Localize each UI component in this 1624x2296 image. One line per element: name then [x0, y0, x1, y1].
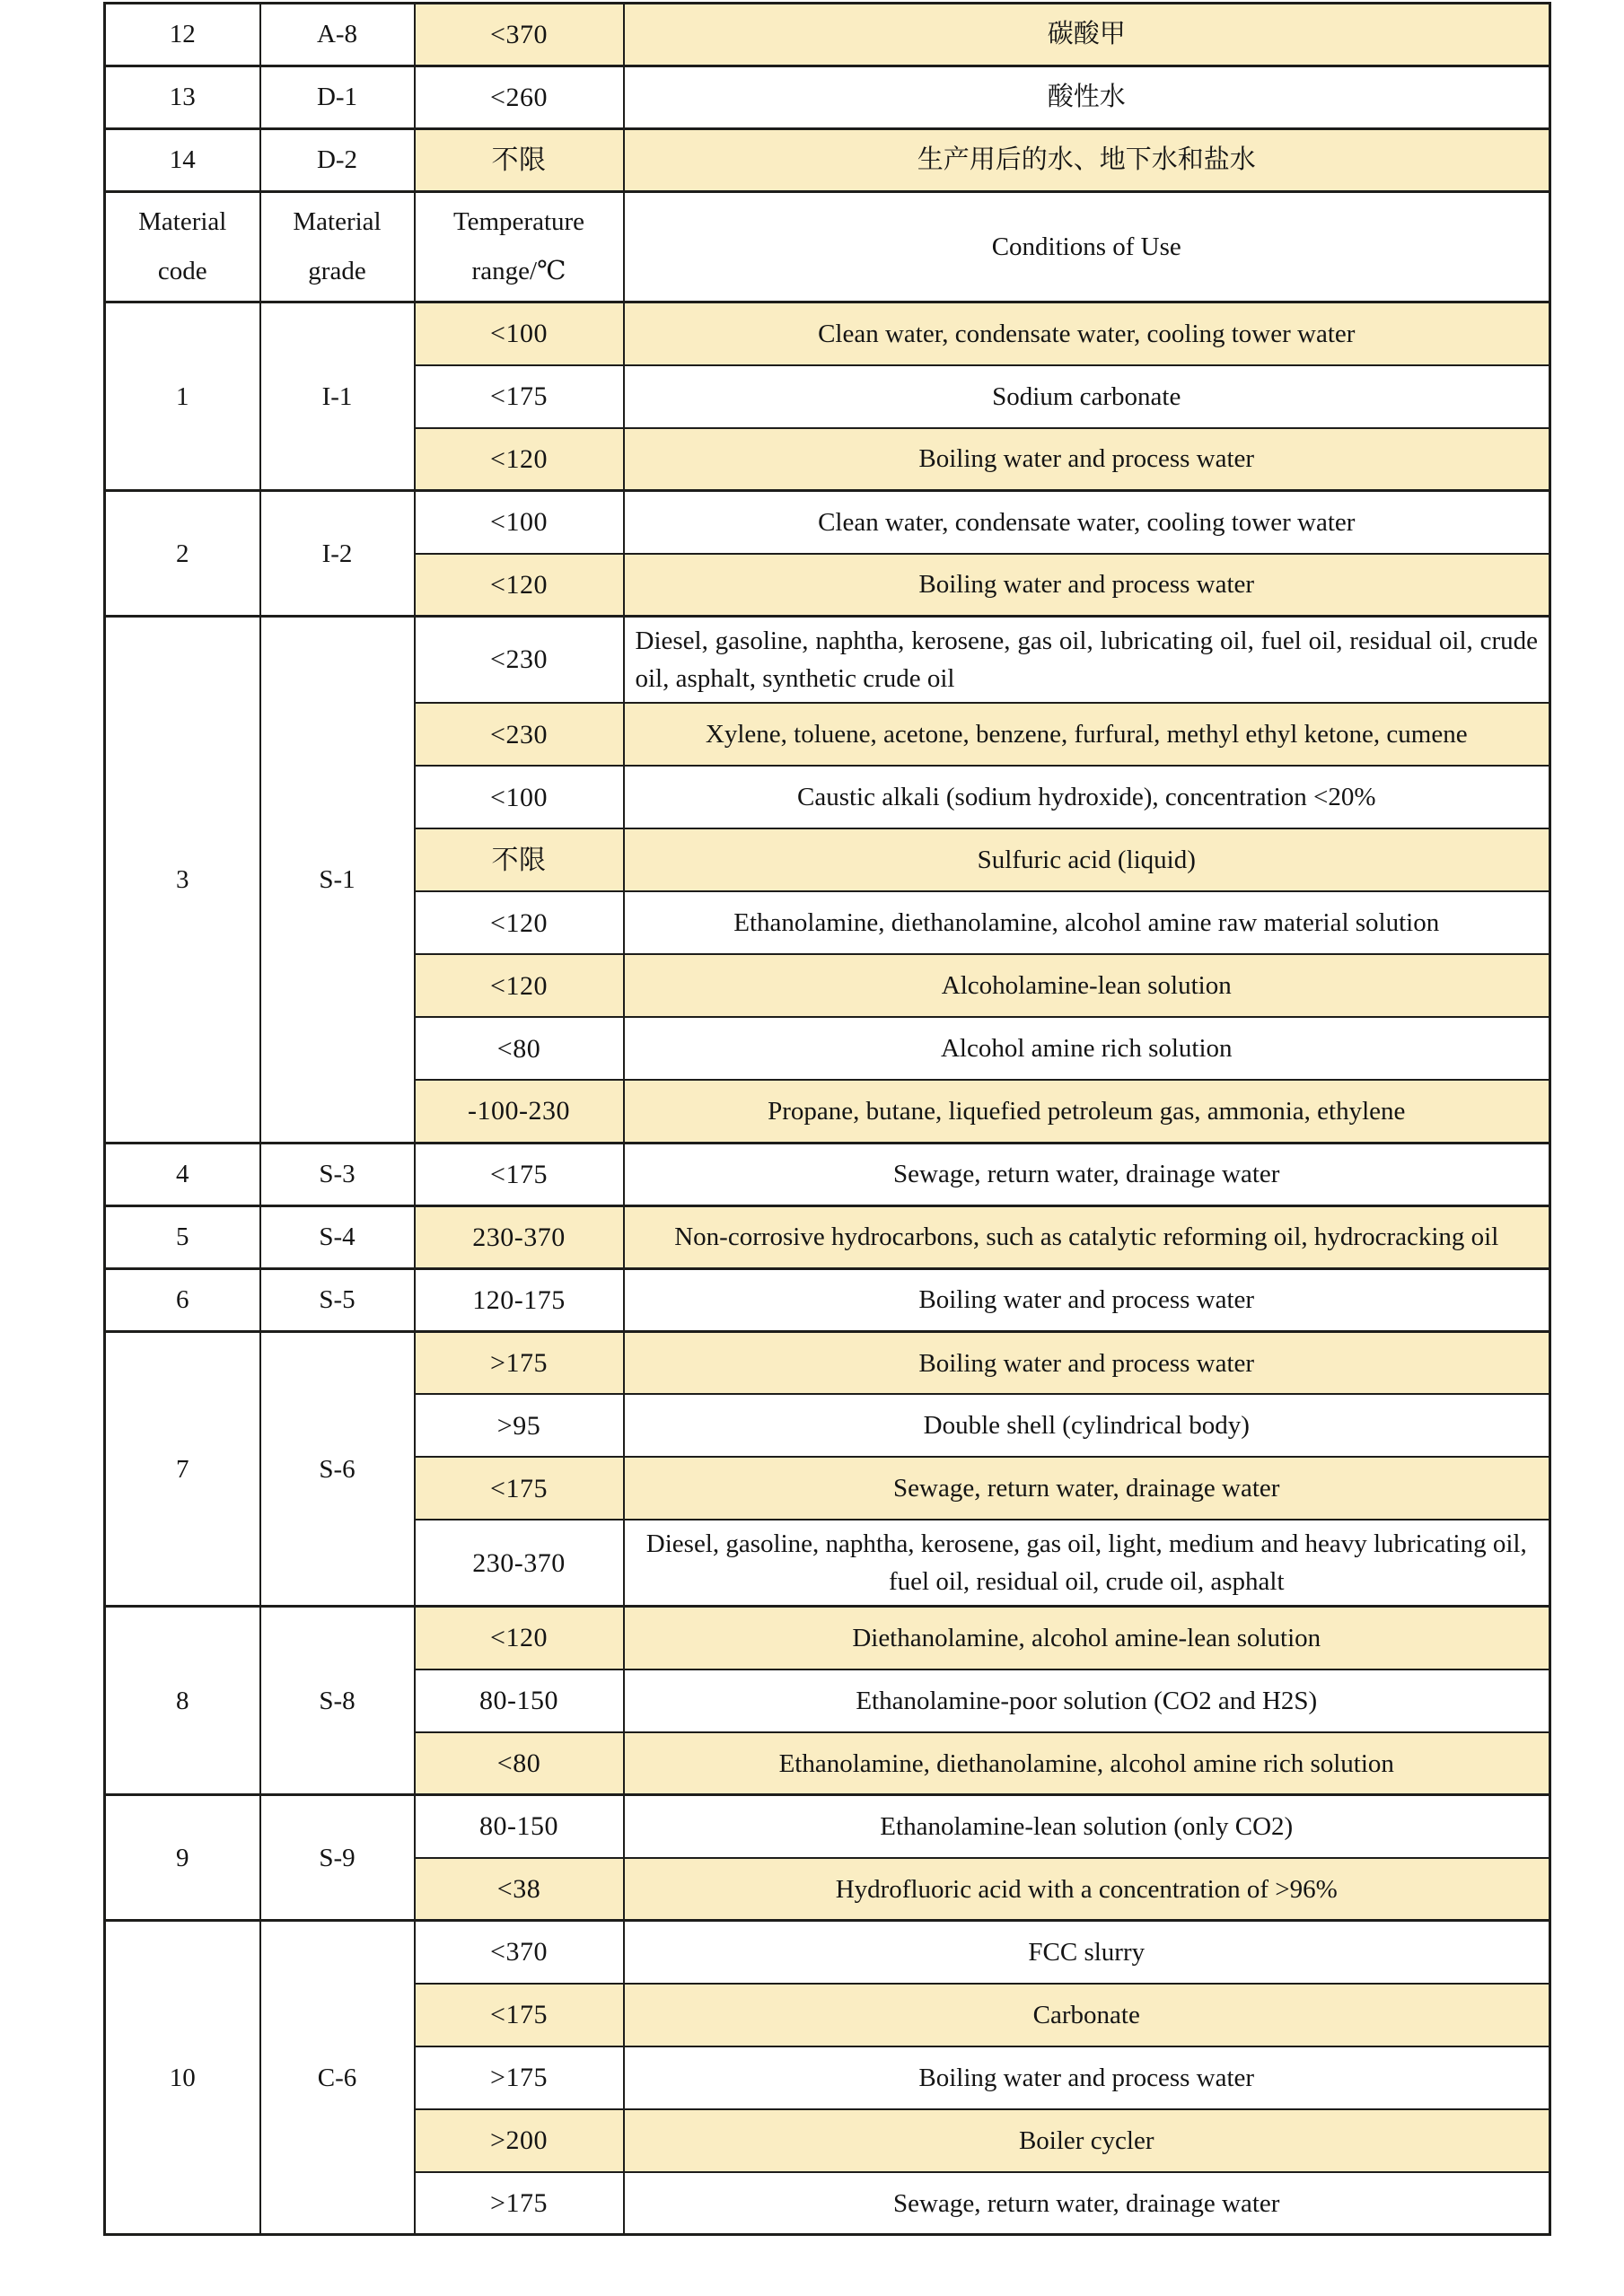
material-grade-cell: S-4 — [260, 1205, 415, 1268]
conditions-cell: Clean water, condensate water, cooling tower water — [624, 302, 1550, 365]
conditions-cell: Clean water, condensate water, cooling tower water — [624, 491, 1550, 554]
temperature-cell: <230 — [415, 703, 624, 766]
material-code-cell: 13 — [105, 66, 260, 129]
conditions-cell: Sodium carbonate — [624, 365, 1550, 428]
conditions-cell: 碳酸甲 — [624, 4, 1550, 66]
conditions-cell: Boiling water and process water — [624, 554, 1550, 617]
temperature-cell: 不限 — [415, 129, 624, 192]
column-header: Material code — [105, 192, 260, 302]
conditions-cell: Xylene, toluene, acetone, benzene, furfural, methyl ethyl ketone, cumene — [624, 703, 1550, 766]
column-header: Conditions of Use — [624, 192, 1550, 302]
material-grade-cell: S-8 — [260, 1607, 415, 1795]
material-code-cell: 12 — [105, 4, 260, 66]
material-code-cell: 3 — [105, 617, 260, 1144]
conditions-cell: Sewage, return water, drainage water — [624, 1457, 1550, 1520]
table-row — [105, 1205, 1550, 1268]
table-row — [105, 66, 1550, 129]
material-grade-cell: D-1 — [260, 66, 415, 129]
table-row — [105, 4, 1550, 66]
material-code-cell: 4 — [105, 1143, 260, 1205]
material-grade-cell: S-6 — [260, 1331, 415, 1607]
table-row — [105, 1143, 1550, 1205]
conditions-cell: Alcohol amine rich solution — [624, 1017, 1550, 1080]
temperature-cell: <100 — [415, 491, 624, 554]
temperature-cell: <175 — [415, 1143, 624, 1205]
temperature-cell: <120 — [415, 554, 624, 617]
temperature-cell: <120 — [415, 1607, 624, 1669]
table-row — [105, 491, 1550, 554]
materials-table-body — [105, 4, 1550, 2235]
conditions-cell: Hydrofluoric acid with a concentration of >96% — [624, 1858, 1550, 1921]
conditions-cell: Ethanolamine-lean solution (only CO2) — [624, 1795, 1550, 1858]
material-grade-cell: S-5 — [260, 1268, 415, 1331]
material-code-cell: 10 — [105, 1921, 260, 2235]
temperature-cell: 120-175 — [415, 1268, 624, 1331]
material-grade-cell: I-1 — [260, 302, 415, 491]
temperature-cell: <370 — [415, 1921, 624, 1984]
temperature-cell: <120 — [415, 891, 624, 954]
material-grade-cell: S-3 — [260, 1143, 415, 1205]
temperature-cell: >200 — [415, 2109, 624, 2172]
materials-table-container — [103, 2, 1551, 2236]
conditions-cell: Caustic alkali (sodium hydroxide), concentration <20% — [624, 766, 1550, 828]
materials-conditions-table — [103, 2, 1551, 2236]
material-code-cell: 7 — [105, 1331, 260, 1607]
table-row — [105, 1268, 1550, 1331]
temperature-cell: >175 — [415, 2172, 624, 2235]
table-row — [105, 302, 1550, 365]
material-code-cell: 9 — [105, 1795, 260, 1921]
column-header: Temperature range/℃ — [415, 192, 624, 302]
temperature-cell: <120 — [415, 428, 624, 491]
temperature-cell: <175 — [415, 1457, 624, 1520]
conditions-cell: Boiling water and process water — [624, 1268, 1550, 1331]
conditions-cell: Ethanolamine-poor solution (CO2 and H2S) — [624, 1669, 1550, 1732]
conditions-cell: Carbonate — [624, 1984, 1550, 2046]
table-row — [105, 617, 1550, 704]
conditions-cell: Sewage, return water, drainage water — [624, 2172, 1550, 2235]
temperature-cell: <175 — [415, 365, 624, 428]
conditions-cell: Boiling water and process water — [624, 428, 1550, 491]
temperature-cell: -100-230 — [415, 1080, 624, 1143]
temperature-cell: <80 — [415, 1732, 624, 1795]
temperature-cell: <175 — [415, 1984, 624, 2046]
temperature-cell: <230 — [415, 617, 624, 704]
conditions-cell: Double shell (cylindrical body) — [624, 1394, 1550, 1457]
material-code-cell: 6 — [105, 1268, 260, 1331]
temperature-cell: <38 — [415, 1858, 624, 1921]
conditions-cell: FCC slurry — [624, 1921, 1550, 1984]
table-row — [105, 1607, 1550, 1669]
conditions-cell: Propane, butane, liquefied petroleum gas, ammonia, ethylene — [624, 1080, 1550, 1143]
table-row — [105, 1331, 1550, 1394]
material-code-cell: 2 — [105, 491, 260, 617]
temperature-cell: 不限 — [415, 828, 624, 891]
conditions-cell: Sulfuric acid (liquid) — [624, 828, 1550, 891]
table-row — [105, 1795, 1550, 1858]
table-row — [105, 129, 1550, 192]
temperature-cell: <100 — [415, 766, 624, 828]
temperature-cell: >95 — [415, 1394, 624, 1457]
conditions-cell: Boiling water and process water — [624, 1331, 1550, 1394]
temperature-cell: <80 — [415, 1017, 624, 1080]
temperature-cell: 80-150 — [415, 1795, 624, 1858]
temperature-cell: 80-150 — [415, 1669, 624, 1732]
temperature-cell: <100 — [415, 302, 624, 365]
table-header-row — [105, 192, 1550, 302]
conditions-cell: Diesel, gasoline, naphtha, kerosene, gas oil, light, medium and heavy lubricating oil, fuel oil, residual oil, crude oil, asphalt — [624, 1520, 1550, 1607]
temperature-cell: >175 — [415, 1331, 624, 1394]
conditions-cell: Alcoholamine-lean solution — [624, 954, 1550, 1017]
conditions-cell: Diesel, gasoline, naphtha, kerosene, gas oil, lubricating oil, fuel oil, residual oil, crude oil, asphalt, synthetic crude oil — [624, 617, 1550, 704]
conditions-cell: 生产用后的水、地下水和盐水 — [624, 129, 1550, 192]
conditions-cell: Boiler cycler — [624, 2109, 1550, 2172]
material-grade-cell: A-8 — [260, 4, 415, 66]
material-code-cell: 8 — [105, 1607, 260, 1795]
material-grade-cell: C-6 — [260, 1921, 415, 2235]
material-grade-cell: D-2 — [260, 129, 415, 192]
material-grade-cell: S-1 — [260, 617, 415, 1144]
conditions-cell: Diethanolamine, alcohol amine-lean solution — [624, 1607, 1550, 1669]
material-code-cell: 5 — [105, 1205, 260, 1268]
material-code-cell: 1 — [105, 302, 260, 491]
temperature-cell: <120 — [415, 954, 624, 1017]
conditions-cell: Sewage, return water, drainage water — [624, 1143, 1550, 1205]
conditions-cell: Ethanolamine, diethanolamine, alcohol amine raw material solution — [624, 891, 1550, 954]
material-code-cell: 14 — [105, 129, 260, 192]
conditions-cell: Non-corrosive hydrocarbons, such as catalytic reforming oil, hydrocracking oil — [624, 1205, 1550, 1268]
conditions-cell: 酸性水 — [624, 66, 1550, 129]
material-grade-cell: I-2 — [260, 491, 415, 617]
conditions-cell: Ethanolamine, diethanolamine, alcohol amine rich solution — [624, 1732, 1550, 1795]
column-header: Material grade — [260, 192, 415, 302]
temperature-cell: <260 — [415, 66, 624, 129]
temperature-cell: >175 — [415, 2046, 624, 2109]
temperature-cell: <370 — [415, 4, 624, 66]
material-grade-cell: S-9 — [260, 1795, 415, 1921]
table-row — [105, 1921, 1550, 1984]
conditions-cell: Boiling water and process water — [624, 2046, 1550, 2109]
temperature-cell: 230-370 — [415, 1205, 624, 1268]
temperature-cell: 230-370 — [415, 1520, 624, 1607]
